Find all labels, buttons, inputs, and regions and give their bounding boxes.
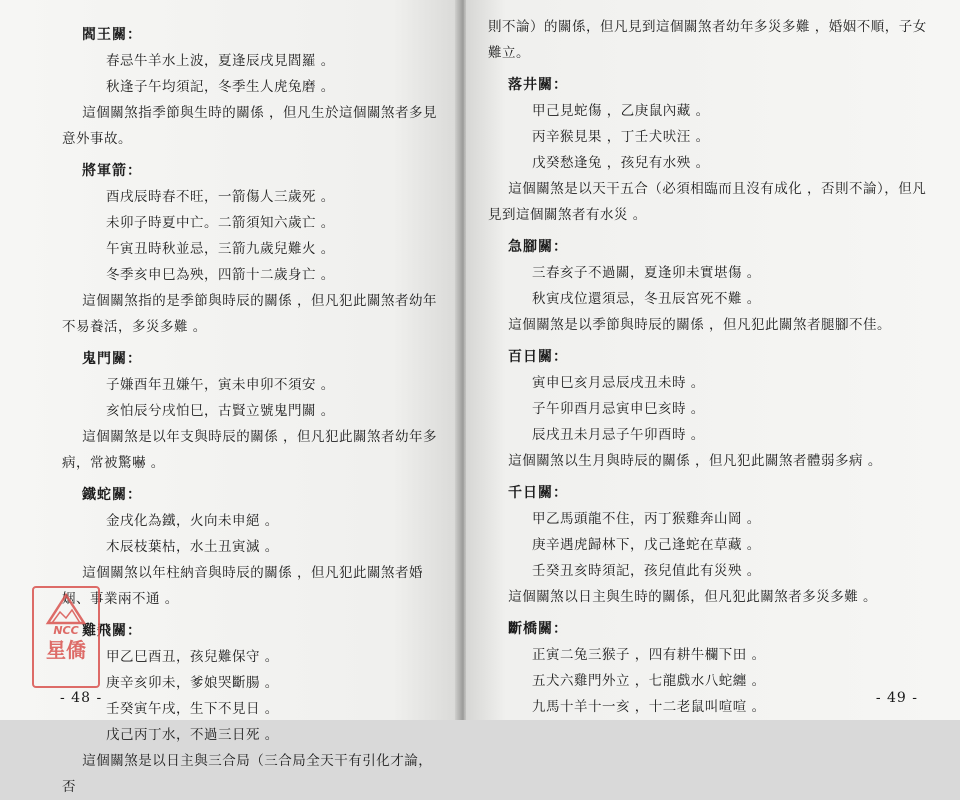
verse-line: 甲己見蛇傷 ，乙庚鼠內藏 。 [532, 103, 710, 119]
explanation-paragraph: 這個關煞以日主與生時的關係，但凡犯此關煞者多災多難 。 [508, 589, 878, 605]
verse-section [488, 236, 930, 338]
verse-line: 九馬十羊十一亥 ，十二老鼠叫喧喧 。 [532, 699, 766, 715]
right-page [466, 0, 960, 720]
section-heading: 千日關： [508, 485, 568, 501]
continued-paragraph: 則不論）的關係，但凡見到這個關煞者幼年多災多難 ，婚姻不順，子女難立。 [488, 19, 927, 61]
explanation-paragraph: 這個關煞指的是季節與時辰的關係 ，但凡犯此關煞者幼年不易養活，多災多難 。 [62, 293, 438, 335]
section-heading: 將軍箭： [82, 163, 142, 179]
verse-line: 五犬六雞門外立 ，七龍戲水八蛇纏 。 [532, 673, 766, 689]
verse-section [62, 484, 444, 612]
verse-section [62, 348, 444, 476]
publisher-watermark-stamp [32, 586, 100, 688]
section-heading: 鐵蛇關： [82, 487, 142, 503]
verse-line: 寅申巳亥月忌辰戌丑未時 。 [532, 375, 705, 391]
verse-line: 春忌牛羊水上波，夏逢辰戌見閻羅 。 [106, 53, 335, 69]
section-heading: 斷橋關： [508, 621, 568, 637]
verse-section [488, 482, 930, 610]
section-heading: 急腳關： [508, 239, 568, 255]
page-number-right: - 49 - [875, 690, 918, 706]
verse-line: 冬季亥申巳為殃，四箭十二歲身亡 。 [106, 267, 335, 283]
verse-section [62, 160, 444, 340]
verse-line: 亥怕辰兮戌怕巳，古賢立號鬼門關 。 [106, 403, 335, 419]
verse-line: 秋寅戌位還須忌，冬丑辰宮死不難 。 [532, 291, 761, 307]
verse-section [62, 24, 444, 152]
verse-line: 子午卯酉月忌寅申巳亥時 。 [532, 401, 705, 417]
section-heading: 落井關： [508, 77, 568, 93]
verse-line: 木辰枝葉枯，水土丑寅滅 。 [106, 539, 279, 555]
verse-line: 金戌化為鐵，火向未申絕 。 [106, 513, 279, 529]
right-page-content [488, 74, 930, 720]
explanation-paragraph: 這個關煞是以日主與三合局（三合局全天干有引化才論，否 [62, 753, 433, 795]
explanation-paragraph: 這個關煞是以季節與時辰的關係 ，但凡犯此關煞者腿腳不佳。 [508, 317, 892, 333]
explanation-paragraph: 這個關煞指季節與生時的關係 ，但凡生於這個關煞者多見意外事故。 [62, 105, 438, 147]
section-heading: 百日關： [508, 349, 568, 365]
verse-line: 未卯子時夏中亡。二箭須知六歲亡 。 [106, 215, 335, 231]
watermark-ncc-text: NCC [53, 624, 79, 637]
verse-line: 酉戌辰時春不旺，一箭傷人三歲死 。 [106, 189, 335, 205]
explanation-paragraph: 這個關煞以生月與時辰的關係 ，但凡犯此關煞者體弱多病 。 [508, 453, 882, 469]
verse-section [488, 74, 930, 228]
verse-line: 子嫌酉年丑嫌午，寅未申卯不須安 。 [106, 377, 335, 393]
mountain-logo-icon [44, 592, 88, 626]
verse-line: 三春亥子不過關，夏逢卯未實堪傷 。 [532, 265, 761, 281]
verse-line: 庚辛遇虎歸林下，戊己逢蛇在草藏 。 [532, 537, 761, 553]
verse-line: 戊癸愁逢兔 ，孩兒有水殃 。 [532, 155, 710, 171]
verse-line: 秋逢子午均須記，冬季生人虎兔磨 。 [106, 79, 335, 95]
section-heading: 閻王關： [82, 27, 142, 43]
explanation-paragraph: 這個關煞是以年支與時辰的關係 ，但凡犯此關煞者幼年多病，常被驚嚇 。 [62, 429, 438, 471]
explanation-paragraph: 這個關煞以年柱納音與時辰的關係 ，但凡犯此關煞者婚姻、事業兩不通 。 [62, 565, 424, 607]
verse-line: 壬癸丑亥時須記，孩兒值此有災殃 。 [532, 563, 761, 579]
verse-line: 正寅二兔三猴子 ，四有耕牛欄下田 。 [532, 647, 766, 663]
verse-line: 丙辛猴見果 ，丁壬犬吠汪 。 [532, 129, 710, 145]
page-number-left: - 48 - [60, 690, 103, 706]
verse-line: 壬癸寅午戌，生下不見日 。 [106, 701, 279, 717]
verse-line: 戊己丙丁水，不過三日死 。 [106, 727, 279, 743]
verse-line: 庚辛亥卯未，爹娘哭斷腸 。 [106, 675, 279, 691]
verse-line: 辰戌丑未月忌子午卯酉時 。 [532, 427, 705, 443]
explanation-paragraph: 這個關煞是以天干五合（必須相臨而且沒有成化 ，否則不論），但凡見到這個關煞者有水災 。 [488, 181, 927, 223]
verse-line: 午寅丑時秋並忌，三箭九歲兒難火 。 [106, 241, 335, 257]
verse-line: 甲乙馬頭龍不住，丙丁猴雞奔山岡 。 [532, 511, 761, 527]
section-heading: 雞飛關： [82, 623, 142, 639]
verse-section [488, 346, 930, 474]
verse-section [488, 618, 930, 720]
verse-line: 甲乙巳酉丑，孩兒難保守 。 [106, 649, 279, 665]
section-heading: 鬼門關： [82, 351, 142, 367]
left-page-content [62, 24, 444, 800]
verse-section [62, 620, 444, 800]
watermark-name-text: 星僑 [46, 638, 86, 662]
